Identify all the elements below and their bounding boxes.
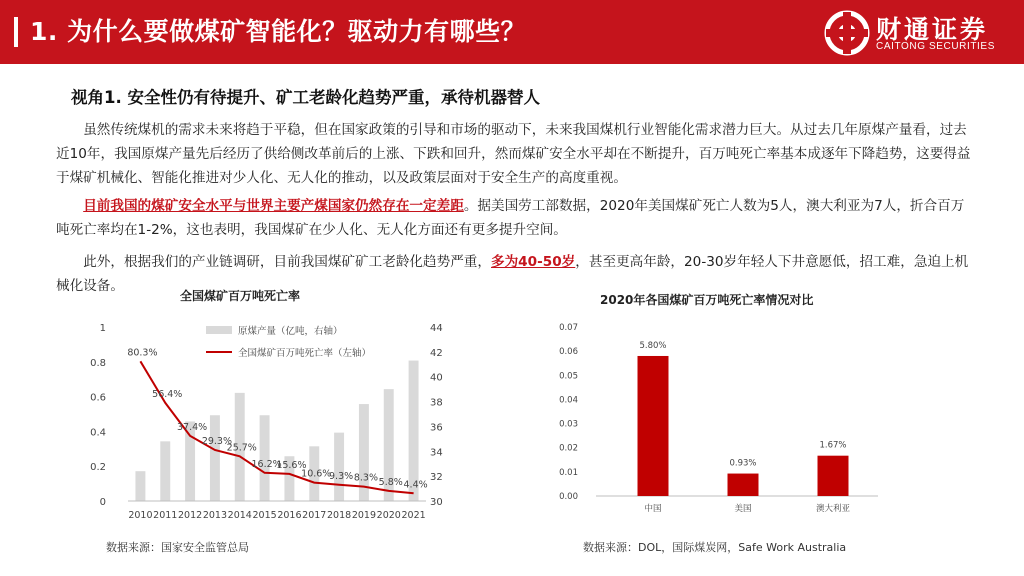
company-logo	[822, 8, 1012, 58]
chart1-title: 全国煤矿百万吨死亡率	[180, 289, 301, 303]
chart1-data-label: 4.4%	[403, 479, 428, 491]
highlight-safety-gap: 目前我国的煤矿安全水平与世界主要产煤国家仍然存在一定差距	[83, 198, 464, 214]
chart2-data-label: 0.93%	[729, 458, 757, 469]
chart1-x-tick: 2017	[302, 510, 327, 521]
chart2-x-tick: 美国	[734, 504, 752, 514]
chart1-data-label: 9.3%	[329, 470, 354, 482]
logo-chinese-name: 财通证券	[876, 15, 989, 44]
chart1-data-label: 29.3%	[201, 436, 233, 448]
chart2-data-label: 1.67%	[819, 440, 847, 451]
chart1-data-label: 25.7%	[226, 442, 257, 454]
chart1-x-tick: 2011	[153, 510, 178, 521]
chart2-x-tick: 澳大利亚	[815, 504, 851, 514]
chart1-data-label: 80.3%	[127, 347, 158, 359]
chart2-bar	[728, 474, 759, 496]
chart1-data-label: 56.4%	[152, 388, 183, 400]
header-banner	[0, 0, 1024, 64]
chart1-right-tick: 32	[430, 472, 443, 484]
chart1-x-tick: 2012	[177, 510, 203, 521]
chart1-data-label: 37.4%	[176, 421, 208, 433]
chart1-x-tick: 2019	[351, 510, 377, 521]
chart2-title: 2020年各国煤矿百万吨死亡率情况对比	[600, 293, 814, 307]
chart1-left-tick: 0.2	[90, 462, 106, 474]
chart1-data-label: 5.8%	[378, 476, 403, 488]
paragraph-3-text-a: 此外，根据我们的产业链调研，目前我国煤矿矿工老龄化趋势严重，	[83, 254, 491, 270]
chart1-x-tick: 2016	[277, 510, 302, 521]
chart2-x-tick: 中国	[644, 504, 662, 514]
chart2-y-tick: 0.06	[559, 347, 578, 358]
chart-country-compare	[548, 282, 888, 527]
chart2-source: 数据来源：DOL，国际煤炭网，Safe Work Australia	[583, 541, 847, 554]
chart-country-compare-svg	[548, 282, 888, 527]
chart1-left-tick: 0.8	[90, 357, 106, 369]
page-title: 1. 为什么要做煤矿智能化？驱动力有哪些？	[30, 17, 527, 46]
chart1-left-tick: 0.6	[90, 392, 106, 404]
chart1-right-tick: 30	[430, 497, 443, 508]
chart1-legend-line-label: 全国煤矿百万吨死亡率（左轴）	[238, 348, 372, 359]
chart1-right-tick: 42	[430, 347, 443, 359]
chart1-data-label: 8.3%	[353, 472, 378, 484]
chart2-y-tick: 0.04	[559, 395, 578, 406]
chart2-y-tick: 0.02	[559, 443, 578, 454]
chart1-data-label: 15.6%	[276, 459, 307, 471]
paragraph-1: 虽然传统煤机的需求未来将趋于平稳，但在国家政策的引导和市场的驱动下，未来我国煤机行业智能化需求潜力巨大。从过去几年原煤产量看，过去近10年，我国原煤产量先后经历了供给侧改革前后的上涨、下跌和回升，然而煤矿安全水平却在不断提升，百万吨死亡率基本成逐年下降趋势，这要得益于煤矿机械化、智能化推进对少人化、无人化的推动，以及政策层面对于安全生产的高度重视。	[56, 122, 971, 186]
chart-death-rate	[88, 282, 468, 527]
chart2-bar	[638, 356, 669, 496]
chart1-right-tick: 40	[430, 372, 443, 384]
logo-emblem-icon	[824, 10, 870, 56]
chart1-bar	[210, 415, 220, 501]
chart1-bar	[334, 433, 344, 501]
chart1-x-tick: 2021	[401, 510, 426, 521]
chart2-bar	[818, 456, 849, 496]
chart1-x-tick: 2013	[202, 510, 228, 521]
chart1-right-tick: 38	[430, 397, 443, 409]
chart2-y-tick: 0.05	[559, 371, 578, 382]
chart1-data-label: 16.2%	[251, 458, 282, 470]
chart1-left-tick: 0.4	[90, 427, 106, 439]
chart1-bar	[160, 441, 170, 501]
chart-death-rate-svg	[88, 282, 468, 527]
chart1-right-tick: 34	[430, 447, 443, 459]
chart1-x-tick: 2015	[252, 510, 277, 521]
logo-english-name: CAITONG SECURITIES	[876, 41, 995, 52]
chart1-x-tick: 2010	[128, 510, 153, 521]
chart1-left-tick: 1	[99, 323, 106, 334]
chart1-right-tick: 44	[430, 323, 443, 334]
paragraph-2-text: 。据美国劳工部数据，2020年美国煤矿死亡人数为5人，澳大利亚为7人，折合百万吨死亡率均在1-2%，这也表明，我国煤矿在少人化、无人化方面还有更多提升空间。	[56, 198, 965, 238]
chart2-y-tick: 0.03	[559, 419, 578, 430]
chart2-y-tick: 0.00	[559, 492, 578, 502]
section-title: 视角1. 安全性仍有待提升、矿工老龄化趋势严重，承待机器替人	[71, 88, 540, 107]
chart2-y-tick: 0.01	[559, 467, 578, 478]
chart1-bar	[135, 471, 145, 501]
chart1-legend-bar-label: 原煤产量（亿吨，右轴）	[238, 326, 343, 337]
chart1-data-label: 10.6%	[301, 468, 332, 480]
chart1-left-tick: 0	[99, 497, 106, 508]
chart1-x-tick: 2018	[326, 510, 352, 521]
title-accent-bar	[14, 17, 18, 47]
highlight-age: 多为40-50岁	[491, 254, 576, 270]
chart1-bar	[185, 421, 195, 501]
chart2-y-tick: 0.07	[559, 323, 578, 333]
chart1-right-tick: 36	[430, 422, 443, 434]
paragraph-2	[56, 194, 976, 242]
chart1-legend-swatch-bar	[206, 326, 232, 334]
chart2-data-label: 5.80%	[639, 340, 667, 351]
chart1-x-tick: 2014	[227, 510, 252, 521]
chart1-source: 数据来源：国家安全监管总局	[106, 541, 249, 554]
paragraph-3-text-b: ，甚至更高年龄，20-30岁年轻人下井意愿低，招工难，急迫上机械化设备。	[56, 254, 969, 294]
chart1-x-tick: 2020	[376, 510, 401, 521]
